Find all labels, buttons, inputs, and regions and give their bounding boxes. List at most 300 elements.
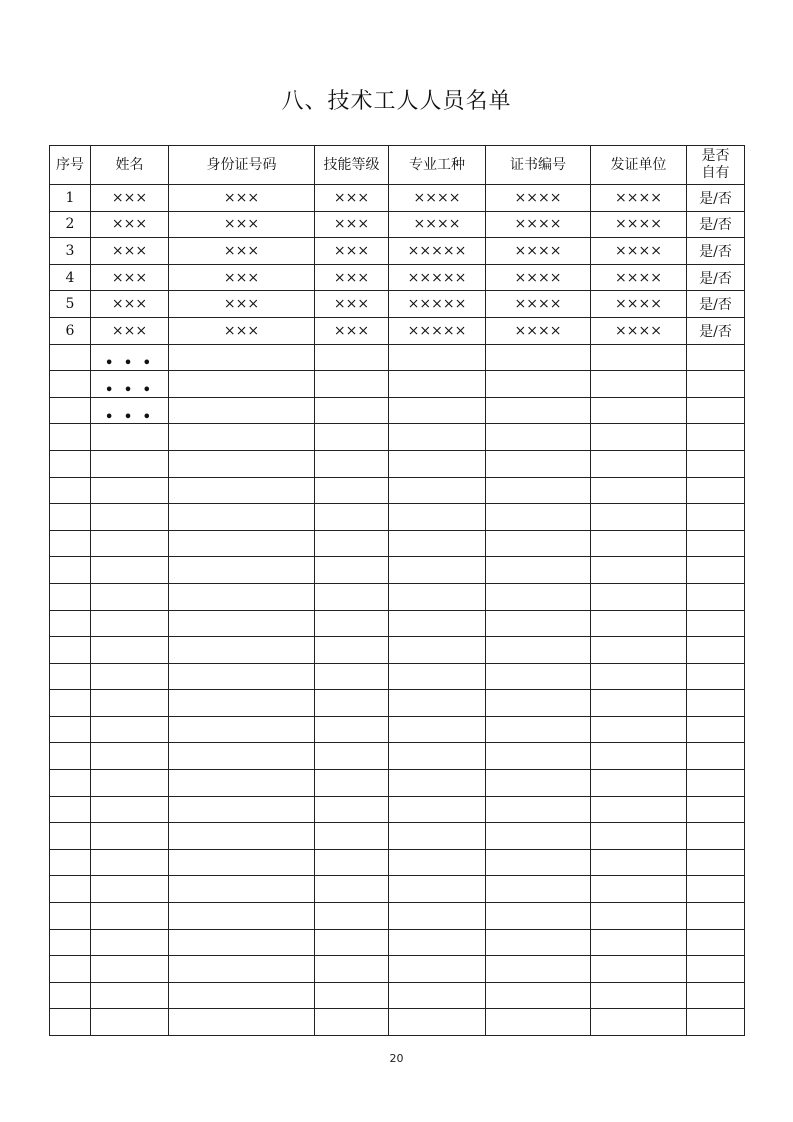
header-trade: 专业工种 bbox=[389, 146, 486, 185]
cell-own bbox=[687, 371, 745, 398]
cell-own bbox=[687, 477, 745, 504]
table-row-blank bbox=[50, 450, 745, 477]
cell-issuer bbox=[591, 796, 687, 823]
cell-id-number: ××× bbox=[169, 264, 315, 291]
cell-name bbox=[91, 956, 169, 983]
cell-issuer bbox=[591, 397, 687, 424]
cell-seq bbox=[50, 610, 91, 637]
cell-id-number bbox=[169, 557, 315, 584]
cell-own bbox=[687, 663, 745, 690]
header-seq: 序号 bbox=[50, 146, 91, 185]
table-row-blank bbox=[50, 663, 745, 690]
cell-cert-number: ×××× bbox=[486, 238, 591, 265]
cell-name bbox=[91, 690, 169, 717]
cell-trade bbox=[389, 982, 486, 1009]
cell-own: 是/否 bbox=[687, 238, 745, 265]
cell-trade bbox=[389, 637, 486, 664]
cell-skill-level bbox=[315, 823, 389, 850]
table-row-blank bbox=[50, 903, 745, 930]
cell-name bbox=[91, 770, 169, 797]
cell-cert-number bbox=[486, 450, 591, 477]
cell-own bbox=[687, 1009, 745, 1036]
cell-own bbox=[687, 397, 745, 424]
cell-id-number bbox=[169, 849, 315, 876]
cell-cert-number bbox=[486, 770, 591, 797]
cell-seq bbox=[50, 982, 91, 1009]
cell-cert-number: ×××× bbox=[486, 291, 591, 318]
cell-cert-number bbox=[486, 424, 591, 451]
cell-trade bbox=[389, 796, 486, 823]
cell-seq bbox=[50, 371, 91, 398]
cell-cert-number bbox=[486, 876, 591, 903]
cell-trade bbox=[389, 371, 486, 398]
cell-trade bbox=[389, 770, 486, 797]
cell-seq bbox=[50, 876, 91, 903]
cell-id-number: ××× bbox=[169, 185, 315, 212]
cell-seq bbox=[50, 583, 91, 610]
cell-id-number bbox=[169, 876, 315, 903]
cell-issuer bbox=[591, 690, 687, 717]
table-row bbox=[50, 317, 745, 344]
cell-cert-number bbox=[486, 557, 591, 584]
technician-roster-table bbox=[49, 145, 745, 1036]
cell-name bbox=[91, 663, 169, 690]
cell-own bbox=[687, 716, 745, 743]
cell-seq bbox=[50, 504, 91, 531]
cell-cert-number bbox=[486, 982, 591, 1009]
cell-seq bbox=[50, 344, 91, 371]
cell-id-number bbox=[169, 929, 315, 956]
cell-seq: 5 bbox=[50, 291, 91, 318]
cell-trade bbox=[389, 1009, 486, 1036]
cell-trade bbox=[389, 504, 486, 531]
cell-skill-level bbox=[315, 796, 389, 823]
cell-issuer: ×××× bbox=[591, 291, 687, 318]
cell-issuer bbox=[591, 956, 687, 983]
cell-own bbox=[687, 530, 745, 557]
cell-trade bbox=[389, 743, 486, 770]
cell-seq bbox=[50, 849, 91, 876]
cell-cert-number bbox=[486, 716, 591, 743]
cell-name: ××× bbox=[91, 291, 169, 318]
cell-seq bbox=[50, 557, 91, 584]
cell-trade bbox=[389, 610, 486, 637]
table-body bbox=[50, 185, 745, 1036]
cell-cert-number bbox=[486, 956, 591, 983]
cell-issuer bbox=[591, 770, 687, 797]
cell-seq: 2 bbox=[50, 211, 91, 238]
cell-id-number bbox=[169, 796, 315, 823]
cell-issuer bbox=[591, 371, 687, 398]
header-name: 姓名 bbox=[91, 146, 169, 185]
header-skill-level: 技能等级 bbox=[315, 146, 389, 185]
cell-id-number bbox=[169, 583, 315, 610]
cell-own bbox=[687, 796, 745, 823]
cell-seq bbox=[50, 823, 91, 850]
cell-id-number bbox=[169, 371, 315, 398]
table-header-row bbox=[50, 146, 745, 185]
cell-id-number bbox=[169, 903, 315, 930]
cell-issuer bbox=[591, 477, 687, 504]
cell-issuer bbox=[591, 1009, 687, 1036]
cell-trade: ×××× bbox=[389, 185, 486, 212]
cell-cert-number bbox=[486, 371, 591, 398]
cell-skill-level bbox=[315, 1009, 389, 1036]
cell-skill-level bbox=[315, 424, 389, 451]
cell-trade bbox=[389, 557, 486, 584]
cell-cert-number bbox=[486, 1009, 591, 1036]
cell-skill-level bbox=[315, 477, 389, 504]
cell-issuer bbox=[591, 716, 687, 743]
cell-own bbox=[687, 344, 745, 371]
cell-issuer bbox=[591, 637, 687, 664]
cell-trade: ××××× bbox=[389, 317, 486, 344]
cell-name bbox=[91, 876, 169, 903]
cell-name bbox=[91, 743, 169, 770]
cell-seq bbox=[50, 450, 91, 477]
cell-issuer bbox=[591, 610, 687, 637]
cell-own bbox=[687, 583, 745, 610]
cell-name bbox=[91, 610, 169, 637]
cell-issuer: ×××× bbox=[591, 185, 687, 212]
table-row-blank bbox=[50, 956, 745, 983]
cell-skill-level bbox=[315, 610, 389, 637]
cell-name bbox=[91, 716, 169, 743]
cell-seq: 6 bbox=[50, 317, 91, 344]
cell-name: ××× bbox=[91, 238, 169, 265]
cell-skill-level bbox=[315, 583, 389, 610]
cell-id-number bbox=[169, 450, 315, 477]
cell-id-number bbox=[169, 397, 315, 424]
cell-name bbox=[91, 424, 169, 451]
table-row-blank bbox=[50, 504, 745, 531]
cell-name bbox=[91, 849, 169, 876]
cell-own bbox=[687, 823, 745, 850]
cell-issuer bbox=[591, 823, 687, 850]
cell-issuer bbox=[591, 450, 687, 477]
cell-seq bbox=[50, 530, 91, 557]
cell-cert-number bbox=[486, 663, 591, 690]
cell-name bbox=[91, 903, 169, 930]
ellipsis-marker: • • • bbox=[105, 382, 154, 398]
cell-trade bbox=[389, 477, 486, 504]
cell-seq bbox=[50, 929, 91, 956]
cell-seq: 3 bbox=[50, 238, 91, 265]
cell-own bbox=[687, 450, 745, 477]
table-row-blank bbox=[50, 743, 745, 770]
cell-issuer bbox=[591, 876, 687, 903]
cell-seq bbox=[50, 477, 91, 504]
cell-own bbox=[687, 610, 745, 637]
table-row-blank bbox=[50, 1009, 745, 1036]
cell-skill-level bbox=[315, 504, 389, 531]
ellipsis-marker: • • • bbox=[105, 356, 154, 371]
table-row bbox=[50, 238, 745, 265]
cell-name bbox=[91, 1009, 169, 1036]
table-row-ellipsis bbox=[50, 397, 745, 424]
cell-own bbox=[687, 849, 745, 876]
cell-trade bbox=[389, 663, 486, 690]
cell-own: 是/否 bbox=[687, 317, 745, 344]
cell-id-number bbox=[169, 663, 315, 690]
table-row-blank bbox=[50, 530, 745, 557]
cell-name bbox=[91, 397, 169, 424]
cell-own bbox=[687, 424, 745, 451]
cell-id-number bbox=[169, 956, 315, 983]
cell-name: ××× bbox=[91, 264, 169, 291]
cell-skill-level bbox=[315, 371, 389, 398]
cell-trade bbox=[389, 450, 486, 477]
table-row-blank bbox=[50, 796, 745, 823]
table-row-blank bbox=[50, 690, 745, 717]
cell-issuer bbox=[591, 663, 687, 690]
cell-skill-level bbox=[315, 397, 389, 424]
table-row-blank bbox=[50, 557, 745, 584]
cell-seq bbox=[50, 397, 91, 424]
cell-name bbox=[91, 344, 169, 371]
cell-id-number bbox=[169, 530, 315, 557]
cell-skill-level bbox=[315, 530, 389, 557]
cell-seq bbox=[50, 663, 91, 690]
cell-trade: ×××× bbox=[389, 211, 486, 238]
cell-seq bbox=[50, 743, 91, 770]
table-row-blank bbox=[50, 424, 745, 451]
cell-name bbox=[91, 557, 169, 584]
cell-skill-level bbox=[315, 849, 389, 876]
cell-issuer bbox=[591, 743, 687, 770]
cell-name bbox=[91, 371, 169, 398]
cell-issuer bbox=[591, 929, 687, 956]
cell-trade bbox=[389, 849, 486, 876]
cell-own: 是/否 bbox=[687, 185, 745, 212]
cell-skill-level bbox=[315, 716, 389, 743]
cell-skill-level bbox=[315, 344, 389, 371]
cell-id-number bbox=[169, 610, 315, 637]
cell-name bbox=[91, 530, 169, 557]
cell-cert-number bbox=[486, 530, 591, 557]
table-row-ellipsis bbox=[50, 371, 745, 398]
header-cert-number: 证书编号 bbox=[486, 146, 591, 185]
cell-issuer bbox=[591, 982, 687, 1009]
cell-id-number bbox=[169, 504, 315, 531]
cell-skill-level: ××× bbox=[315, 291, 389, 318]
cell-skill-level bbox=[315, 770, 389, 797]
cell-name: ××× bbox=[91, 317, 169, 344]
table-row bbox=[50, 211, 745, 238]
cell-skill-level bbox=[315, 663, 389, 690]
table-row-blank bbox=[50, 823, 745, 850]
cell-own bbox=[687, 956, 745, 983]
cell-trade bbox=[389, 929, 486, 956]
cell-id-number bbox=[169, 637, 315, 664]
cell-id-number bbox=[169, 982, 315, 1009]
cell-trade bbox=[389, 956, 486, 983]
cell-cert-number bbox=[486, 929, 591, 956]
table-row-blank bbox=[50, 637, 745, 664]
cell-name bbox=[91, 583, 169, 610]
cell-skill-level bbox=[315, 557, 389, 584]
cell-own bbox=[687, 743, 745, 770]
cell-cert-number bbox=[486, 903, 591, 930]
cell-cert-number: ×××× bbox=[486, 317, 591, 344]
header-id-number: 身份证号码 bbox=[169, 146, 315, 185]
cell-issuer bbox=[591, 424, 687, 451]
cell-issuer bbox=[591, 583, 687, 610]
cell-issuer: ×××× bbox=[591, 238, 687, 265]
cell-issuer bbox=[591, 530, 687, 557]
cell-id-number bbox=[169, 477, 315, 504]
cell-own bbox=[687, 690, 745, 717]
cell-skill-level: ××× bbox=[315, 317, 389, 344]
cell-own bbox=[687, 929, 745, 956]
cell-id-number bbox=[169, 690, 315, 717]
cell-own: 是/否 bbox=[687, 211, 745, 238]
cell-id-number bbox=[169, 823, 315, 850]
cell-id-number bbox=[169, 743, 315, 770]
cell-id-number: ××× bbox=[169, 238, 315, 265]
cell-name bbox=[91, 929, 169, 956]
cell-cert-number: ×××× bbox=[486, 264, 591, 291]
cell-id-number: ××× bbox=[169, 211, 315, 238]
cell-trade bbox=[389, 397, 486, 424]
cell-skill-level bbox=[315, 637, 389, 664]
cell-seq: 4 bbox=[50, 264, 91, 291]
cell-id-number bbox=[169, 424, 315, 451]
table-row-blank bbox=[50, 849, 745, 876]
cell-own bbox=[687, 982, 745, 1009]
cell-name bbox=[91, 982, 169, 1009]
cell-name bbox=[91, 796, 169, 823]
table-row-blank bbox=[50, 876, 745, 903]
cell-trade bbox=[389, 716, 486, 743]
page-title: 八、技术工人人员名单 bbox=[281, 89, 512, 114]
cell-seq bbox=[50, 956, 91, 983]
table-row bbox=[50, 264, 745, 291]
cell-issuer bbox=[591, 504, 687, 531]
cell-cert-number bbox=[486, 849, 591, 876]
table-row-blank bbox=[50, 610, 745, 637]
cell-issuer bbox=[591, 903, 687, 930]
cell-skill-level: ××× bbox=[315, 211, 389, 238]
cell-skill-level bbox=[315, 956, 389, 983]
cell-issuer bbox=[591, 344, 687, 371]
table-row-blank bbox=[50, 477, 745, 504]
cell-cert-number bbox=[486, 796, 591, 823]
cell-trade bbox=[389, 530, 486, 557]
cell-cert-number bbox=[486, 344, 591, 371]
cell-trade bbox=[389, 903, 486, 930]
cell-skill-level bbox=[315, 982, 389, 1009]
cell-skill-level bbox=[315, 690, 389, 717]
cell-name bbox=[91, 477, 169, 504]
cell-cert-number bbox=[486, 477, 591, 504]
cell-trade: ××××× bbox=[389, 264, 486, 291]
cell-cert-number: ×××× bbox=[486, 211, 591, 238]
cell-trade bbox=[389, 344, 486, 371]
cell-cert-number bbox=[486, 823, 591, 850]
cell-issuer bbox=[591, 849, 687, 876]
cell-own: 是/否 bbox=[687, 291, 745, 318]
table-row-ellipsis bbox=[50, 344, 745, 371]
cell-trade bbox=[389, 690, 486, 717]
cell-skill-level: ××× bbox=[315, 264, 389, 291]
cell-seq bbox=[50, 716, 91, 743]
table-row-blank bbox=[50, 770, 745, 797]
cell-seq: 1 bbox=[50, 185, 91, 212]
cell-skill-level bbox=[315, 903, 389, 930]
ellipsis-marker: • • • bbox=[105, 409, 154, 424]
cell-seq bbox=[50, 796, 91, 823]
cell-cert-number bbox=[486, 583, 591, 610]
cell-own: 是/否 bbox=[687, 264, 745, 291]
table-row-blank bbox=[50, 583, 745, 610]
cell-seq bbox=[50, 637, 91, 664]
cell-seq bbox=[50, 690, 91, 717]
table-row-blank bbox=[50, 982, 745, 1009]
cell-own bbox=[687, 770, 745, 797]
cell-seq bbox=[50, 903, 91, 930]
cell-trade bbox=[389, 583, 486, 610]
cell-name: ××× bbox=[91, 185, 169, 212]
cell-trade bbox=[389, 823, 486, 850]
cell-seq bbox=[50, 1009, 91, 1036]
header-issuer: 发证单位 bbox=[591, 146, 687, 185]
table-row bbox=[50, 185, 745, 212]
cell-cert-number bbox=[486, 397, 591, 424]
cell-own bbox=[687, 876, 745, 903]
cell-seq bbox=[50, 770, 91, 797]
cell-cert-number bbox=[486, 637, 591, 664]
cell-skill-level: ××× bbox=[315, 185, 389, 212]
cell-cert-number bbox=[486, 504, 591, 531]
table-row bbox=[50, 291, 745, 318]
cell-skill-level: ××× bbox=[315, 238, 389, 265]
cell-issuer: ×××× bbox=[591, 211, 687, 238]
cell-name: ××× bbox=[91, 211, 169, 238]
cell-skill-level bbox=[315, 743, 389, 770]
cell-name bbox=[91, 823, 169, 850]
cell-own bbox=[687, 637, 745, 664]
table-row-blank bbox=[50, 929, 745, 956]
cell-issuer: ×××× bbox=[591, 264, 687, 291]
cell-skill-level bbox=[315, 450, 389, 477]
cell-own bbox=[687, 903, 745, 930]
cell-cert-number: ×××× bbox=[486, 185, 591, 212]
cell-id-number: ××× bbox=[169, 291, 315, 318]
cell-seq bbox=[50, 424, 91, 451]
cell-id-number bbox=[169, 770, 315, 797]
cell-name bbox=[91, 450, 169, 477]
header-own: 是否自有 bbox=[687, 146, 745, 185]
cell-cert-number bbox=[486, 743, 591, 770]
cell-issuer bbox=[591, 557, 687, 584]
cell-trade bbox=[389, 876, 486, 903]
cell-trade bbox=[389, 424, 486, 451]
cell-trade: ××××× bbox=[389, 291, 486, 318]
cell-skill-level bbox=[315, 876, 389, 903]
cell-own bbox=[687, 504, 745, 531]
cell-id-number bbox=[169, 344, 315, 371]
cell-id-number bbox=[169, 716, 315, 743]
cell-own bbox=[687, 557, 745, 584]
cell-name bbox=[91, 637, 169, 664]
table-row-blank bbox=[50, 716, 745, 743]
cell-skill-level bbox=[315, 929, 389, 956]
cell-name bbox=[91, 504, 169, 531]
cell-cert-number bbox=[486, 610, 591, 637]
cell-issuer: ×××× bbox=[591, 317, 687, 344]
cell-id-number bbox=[169, 1009, 315, 1036]
